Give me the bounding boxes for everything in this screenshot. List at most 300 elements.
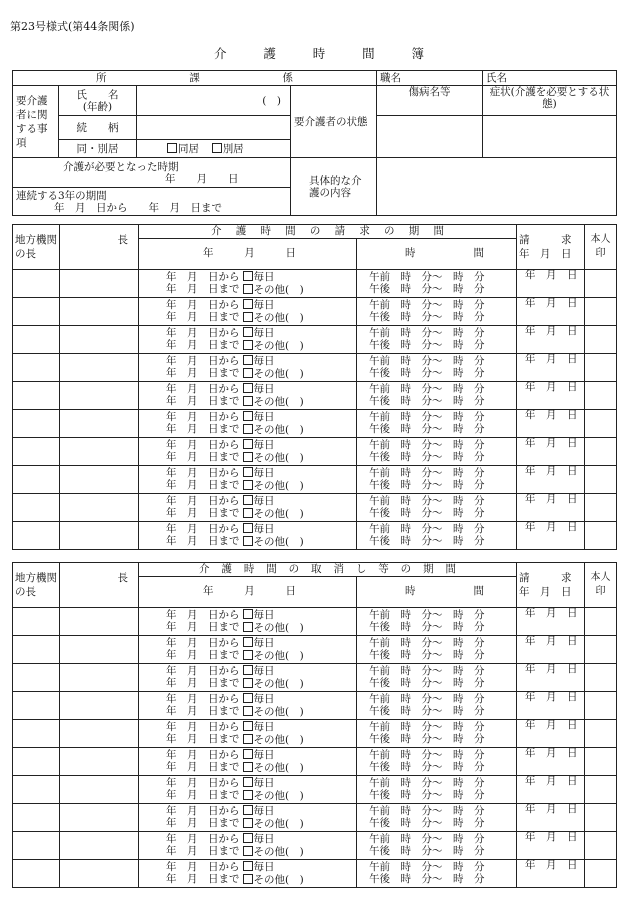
date-from: 年 月 日から — [166, 637, 240, 649]
date-to: 年 月 日まで — [166, 310, 240, 323]
frequency-cell[interactable] — [240, 326, 357, 354]
frequency-cell[interactable] — [240, 664, 357, 692]
date-range-cell[interactable] — [139, 382, 240, 410]
table-row — [13, 860, 617, 888]
other-checkbox[interactable] — [243, 424, 253, 434]
time-range-cell[interactable] — [357, 354, 517, 382]
time-range-cell[interactable] — [357, 298, 517, 326]
seal-cell[interactable] — [585, 466, 617, 494]
am-time: 午前 時 分～ 時 分 — [369, 327, 485, 339]
date-range-cell[interactable] — [139, 410, 240, 438]
daily-checkbox[interactable] — [243, 271, 253, 281]
date-to: 年 月 日まで — [166, 816, 240, 829]
head-stamp-cell[interactable] — [13, 720, 60, 748]
disease-field[interactable] — [377, 116, 483, 158]
head-stamp-cell[interactable] — [13, 270, 60, 298]
date-from: 年 月 日から — [166, 271, 240, 283]
frequency-cell[interactable] — [240, 382, 357, 410]
date-from: 年 月 日から — [166, 495, 240, 507]
period-value: 年 月 日から 年 月 日まで — [54, 201, 222, 214]
time-range-cell[interactable] — [357, 776, 517, 804]
chief-stamp-cell[interactable] — [60, 354, 139, 382]
chief-stamp-cell[interactable] — [60, 270, 139, 298]
time-range-cell[interactable] — [357, 860, 517, 888]
time-range-cell[interactable] — [357, 608, 517, 636]
chief-stamp-cell[interactable] — [60, 326, 139, 354]
pm-time: 午後 時 分～ 時 分 — [369, 704, 485, 717]
request-date-cell[interactable]: 年 月 日 — [517, 720, 585, 748]
request-date-cell[interactable]: 年 月 日 — [517, 776, 585, 804]
other-checkbox[interactable] — [243, 312, 253, 322]
seal-cell[interactable] — [585, 270, 617, 298]
seal-cell[interactable] — [585, 382, 617, 410]
chief-stamp-cell[interactable] — [60, 664, 139, 692]
seal-cell[interactable] — [585, 776, 617, 804]
time-range-cell[interactable] — [357, 748, 517, 776]
frequency-cell[interactable] — [240, 438, 357, 466]
time-range-cell[interactable] — [357, 466, 517, 494]
daily-checkbox[interactable] — [243, 833, 253, 843]
other-checkbox[interactable] — [243, 368, 253, 378]
other-checkbox[interactable] — [243, 536, 253, 546]
head-stamp-cell[interactable] — [13, 410, 60, 438]
request-date-cell[interactable]: 年 月 日 — [517, 522, 585, 550]
am-time: 午前 時 分～ 時 分 — [369, 523, 485, 535]
pm-time: 午後 時 分～ 時 分 — [369, 760, 485, 773]
seal-cell[interactable] — [585, 636, 617, 664]
seal-label: 本人印 — [585, 563, 617, 608]
head-stamp-cell[interactable] — [13, 860, 60, 888]
request-date-cell[interactable]: 年 月 日 — [517, 270, 585, 298]
section-title-char: 護 — [235, 224, 247, 237]
other-label: その他( ) — [253, 451, 304, 464]
head-stamp-cell[interactable] — [13, 636, 60, 664]
head-stamp-cell[interactable] — [13, 776, 60, 804]
living-separate-checkbox[interactable]: 別居 — [212, 143, 244, 155]
chief-stamp-cell[interactable] — [60, 636, 139, 664]
request-date-cell[interactable]: 年 月 日 — [517, 860, 585, 888]
employee-info-table — [12, 70, 617, 216]
time-range-cell[interactable] — [357, 720, 517, 748]
other-label: その他( ) — [253, 817, 304, 830]
frequency-cell[interactable] — [240, 636, 357, 664]
request-date-cell[interactable]: 年 月 日 — [517, 354, 585, 382]
period-label: 連続する3年の期間 — [16, 189, 107, 202]
pm-time: 午後 時 分～ 時 分 — [369, 620, 485, 633]
daily-checkbox[interactable] — [243, 495, 253, 505]
daily-checkbox[interactable] — [243, 327, 253, 337]
head-stamp-cell[interactable] — [13, 608, 60, 636]
chief-stamp-cell[interactable] — [60, 494, 139, 522]
chief-stamp-cell[interactable] — [60, 608, 139, 636]
head-stamp-cell[interactable] — [13, 748, 60, 776]
section-title-char: 間 — [285, 224, 296, 237]
table-row — [13, 382, 617, 410]
daily-label: 毎日 — [253, 609, 275, 621]
table-row — [13, 804, 617, 832]
am-time: 午前 時 分～ 時 分 — [369, 805, 485, 817]
seal-cell[interactable] — [585, 748, 617, 776]
other-label: その他( ) — [253, 479, 304, 492]
am-time: 午前 時 分～ 時 分 — [369, 861, 485, 873]
table-row — [13, 832, 617, 860]
date-range-cell[interactable] — [139, 608, 240, 636]
name-label: 氏名 — [483, 71, 617, 86]
seal-cell[interactable] — [585, 832, 617, 860]
chief-stamp-cell[interactable] — [60, 410, 139, 438]
time-range-cell[interactable] — [357, 636, 517, 664]
table-row — [13, 438, 617, 466]
pm-time: 午後 時 分～ 時 分 — [369, 394, 485, 407]
daily-label: 毎日 — [253, 637, 275, 649]
daily-checkbox[interactable] — [243, 721, 253, 731]
seal-cell[interactable] — [585, 720, 617, 748]
daily-checkbox[interactable] — [243, 383, 253, 393]
request-date-cell[interactable]: 年 月 日 — [517, 636, 585, 664]
daily-label: 毎日 — [253, 665, 275, 677]
seal-cell[interactable] — [585, 438, 617, 466]
title-char: 間 — [362, 46, 375, 61]
table-row — [13, 270, 617, 298]
daily-label: 毎日 — [253, 327, 275, 339]
chief-stamp-cell[interactable] — [60, 298, 139, 326]
other-checkbox[interactable] — [243, 706, 253, 716]
am-time: 午前 時 分～ 時 分 — [369, 665, 485, 677]
pm-time: 午後 時 分～ 時 分 — [369, 676, 485, 689]
date-from: 年 月 日から — [166, 665, 240, 677]
frequency-cell[interactable] — [240, 354, 357, 382]
head-stamp-cell[interactable] — [13, 354, 60, 382]
other-label: その他( ) — [253, 761, 304, 774]
relation-field[interactable] — [137, 116, 291, 140]
time-range-cell[interactable] — [357, 664, 517, 692]
chief-stamp-cell[interactable] — [60, 804, 139, 832]
seal-cell[interactable] — [585, 326, 617, 354]
frequency-cell[interactable] — [240, 466, 357, 494]
date-range-cell[interactable] — [139, 804, 240, 832]
need-time-cell[interactable] — [13, 158, 291, 188]
date-range-cell[interactable] — [139, 776, 240, 804]
request-date-cell[interactable]: 年 月 日 — [517, 748, 585, 776]
am-time: 午前 時 分～ 時 分 — [369, 355, 485, 367]
daily-label: 毎日 — [253, 777, 275, 789]
other-checkbox[interactable] — [243, 734, 253, 744]
date-range-cell[interactable] — [139, 860, 240, 888]
daily-checkbox[interactable] — [243, 523, 253, 533]
head-stamp-cell[interactable] — [13, 692, 60, 720]
other-label: その他( ) — [253, 705, 304, 718]
request-period-title — [139, 225, 517, 239]
time-column-header: 時 間 — [357, 577, 517, 608]
symptom-field[interactable] — [483, 116, 617, 158]
daily-checkbox[interactable] — [243, 805, 253, 815]
other-checkbox[interactable] — [243, 622, 253, 632]
time-range-cell[interactable] — [357, 382, 517, 410]
time-range-cell[interactable] — [357, 270, 517, 298]
daily-checkbox[interactable] — [243, 439, 253, 449]
chief-stamp-cell[interactable] — [60, 438, 139, 466]
date-range-cell[interactable] — [139, 664, 240, 692]
name-age-label: 氏 名 (年齢) — [59, 86, 137, 116]
daily-checkbox[interactable] — [243, 665, 253, 675]
request-date-cell[interactable]: 年 月 日 — [517, 804, 585, 832]
request-date-cell[interactable]: 年 月 日 — [517, 298, 585, 326]
frequency-cell[interactable] — [240, 298, 357, 326]
seal-cell[interactable] — [585, 860, 617, 888]
daily-label: 毎日 — [253, 439, 275, 451]
frequency-cell[interactable] — [240, 608, 357, 636]
head-stamp-cell[interactable] — [13, 326, 60, 354]
time-range-cell[interactable] — [357, 438, 517, 466]
seal-cell[interactable] — [585, 494, 617, 522]
daily-label: 毎日 — [253, 721, 275, 733]
date-to: 年 月 日まで — [166, 788, 240, 801]
date-to: 年 月 日まで — [166, 338, 240, 351]
head-stamp-cell[interactable] — [13, 382, 60, 410]
pm-time: 午後 時 分～ 時 分 — [369, 732, 485, 745]
other-checkbox[interactable] — [243, 508, 253, 518]
request-date-cell[interactable]: 年 月 日 — [517, 382, 585, 410]
pm-time: 午後 時 分～ 時 分 — [369, 338, 485, 351]
daily-checkbox[interactable] — [243, 355, 253, 365]
frequency-cell[interactable] — [240, 776, 357, 804]
date-range-cell[interactable] — [139, 692, 240, 720]
seal-cell[interactable] — [585, 522, 617, 550]
date-range-cell[interactable] — [139, 438, 240, 466]
other-checkbox[interactable] — [243, 790, 253, 800]
daily-checkbox[interactable] — [243, 637, 253, 647]
frequency-cell[interactable] — [240, 748, 357, 776]
other-checkbox[interactable] — [243, 480, 253, 490]
date-range-cell[interactable] — [139, 720, 240, 748]
chief-stamp-cell[interactable] — [60, 860, 139, 888]
form-number: 第23号様式(第44条関係) — [10, 20, 135, 33]
regional-head-label: 地方機関の長 — [13, 225, 60, 270]
table-row — [13, 410, 617, 438]
table-row — [13, 354, 617, 382]
time-range-cell[interactable] — [357, 494, 517, 522]
table-row — [13, 776, 617, 804]
date-from: 年 月 日から — [166, 299, 240, 311]
head-stamp-cell[interactable] — [13, 466, 60, 494]
time-range-cell[interactable] — [357, 832, 517, 860]
date-range-cell[interactable] — [139, 354, 240, 382]
pm-time: 午後 時 分～ 時 分 — [369, 366, 485, 379]
care-request-table — [12, 224, 617, 550]
symptom-label: 症状(介護を必要とする状態) — [483, 86, 617, 116]
section-title-char: 請 — [334, 224, 346, 237]
daily-checkbox[interactable] — [243, 467, 253, 477]
chief-stamp-cell[interactable] — [60, 382, 139, 410]
frequency-cell[interactable] — [240, 832, 357, 860]
department-header: 所 課 係 — [13, 71, 377, 86]
seal-cell[interactable] — [585, 410, 617, 438]
daily-checkbox[interactable] — [243, 749, 253, 759]
section-title-char: 求 — [359, 224, 370, 237]
date-range-cell[interactable] — [139, 748, 240, 776]
date-from: 年 月 日から — [166, 861, 240, 873]
time-range-cell[interactable] — [357, 692, 517, 720]
daily-checkbox[interactable] — [243, 861, 253, 871]
section-title-char: 時 — [243, 562, 255, 575]
other-checkbox[interactable] — [243, 452, 253, 462]
pm-time: 午後 時 分～ 時 分 — [369, 282, 485, 295]
pm-time: 午後 時 分～ 時 分 — [369, 310, 485, 323]
date-to: 年 月 日まで — [166, 620, 240, 633]
date-range-cell[interactable] — [139, 522, 240, 550]
time-range-cell[interactable] — [357, 410, 517, 438]
daily-checkbox[interactable] — [243, 609, 253, 619]
seal-cell[interactable] — [585, 664, 617, 692]
other-label: その他( ) — [253, 733, 304, 746]
frequency-cell[interactable] — [240, 804, 357, 832]
seal-cell[interactable] — [585, 608, 617, 636]
other-label: その他( ) — [253, 395, 304, 408]
frequency-cell[interactable] — [240, 720, 357, 748]
head-stamp-cell[interactable] — [13, 664, 60, 692]
request-date-cell[interactable]: 年 月 日 — [517, 438, 585, 466]
seal-cell[interactable] — [585, 692, 617, 720]
date-from: 年 月 日から — [166, 805, 240, 817]
chief-stamp-cell[interactable] — [60, 832, 139, 860]
head-stamp-cell[interactable] — [13, 522, 60, 550]
chief-stamp-cell[interactable] — [60, 720, 139, 748]
other-checkbox[interactable] — [243, 284, 253, 294]
daily-checkbox[interactable] — [243, 299, 253, 309]
seal-cell[interactable] — [585, 804, 617, 832]
daily-label: 毎日 — [253, 523, 275, 535]
frequency-cell[interactable] — [240, 494, 357, 522]
chief-stamp-cell[interactable] — [60, 776, 139, 804]
living-together-checkbox[interactable]: 同居 — [167, 143, 199, 155]
living-options — [137, 140, 291, 158]
date-from: 年 月 日から — [166, 327, 240, 339]
daily-label: 毎日 — [253, 467, 275, 479]
date-from: 年 月 日から — [166, 383, 240, 395]
date-to: 年 月 日まで — [166, 506, 240, 519]
date-to: 年 月 日まで — [166, 394, 240, 407]
seal-cell[interactable] — [585, 298, 617, 326]
table-row — [13, 608, 617, 636]
other-label: その他( ) — [253, 649, 304, 662]
request-date-cell[interactable]: 年 月 日 — [517, 410, 585, 438]
date-to: 年 月 日まで — [166, 478, 240, 491]
other-label: その他( ) — [253, 367, 304, 380]
time-range-cell[interactable] — [357, 326, 517, 354]
am-time: 午前 時 分～ 時 分 — [369, 749, 485, 761]
table-row — [13, 522, 617, 550]
time-range-cell[interactable] — [357, 522, 517, 550]
section-title-char: 取 — [311, 562, 322, 575]
section-title-char: 護 — [221, 562, 232, 575]
daily-label: 毎日 — [253, 411, 275, 423]
pm-time: 午後 時 分～ 時 分 — [369, 788, 485, 801]
frequency-cell[interactable] — [240, 522, 357, 550]
date-from: 年 月 日から — [166, 609, 240, 621]
chief-stamp-cell[interactable] — [60, 748, 139, 776]
name-age-field[interactable]: ( ) — [137, 86, 291, 116]
other-checkbox[interactable] — [243, 874, 253, 884]
am-time: 午前 時 分～ 時 分 — [369, 439, 485, 451]
table-row — [13, 664, 617, 692]
frequency-cell[interactable] — [240, 270, 357, 298]
date-to: 年 月 日まで — [166, 760, 240, 773]
chief-stamp-cell[interactable] — [60, 466, 139, 494]
other-label: その他( ) — [253, 621, 304, 634]
date-range-cell[interactable] — [139, 298, 240, 326]
head-stamp-cell[interactable] — [13, 438, 60, 466]
am-time: 午前 時 分～ 時 分 — [369, 833, 485, 845]
title-char: 介 — [214, 46, 227, 61]
request-date-cell[interactable]: 年 月 日 — [517, 608, 585, 636]
section-title-char: 間 — [433, 224, 444, 237]
cancel-period-title — [139, 563, 517, 577]
frequency-cell[interactable] — [240, 692, 357, 720]
daily-checkbox[interactable] — [243, 693, 253, 703]
date-range-cell[interactable] — [139, 326, 240, 354]
date-to: 年 月 日まで — [166, 422, 240, 435]
daily-label: 毎日 — [253, 383, 275, 395]
frequency-cell[interactable] — [240, 860, 357, 888]
request-date-cell[interactable]: 年 月 日 — [517, 466, 585, 494]
request-date-label: 請 求 年 月 日 — [517, 225, 585, 270]
chief-stamp-cell[interactable] — [60, 522, 139, 550]
request-date-label: 請 求 年 月 日 — [517, 563, 585, 608]
date-range-cell[interactable] — [139, 270, 240, 298]
period-cell[interactable] — [13, 188, 291, 216]
table-row — [13, 748, 617, 776]
pm-time: 午後 時 分～ 時 分 — [369, 478, 485, 491]
daily-checkbox[interactable] — [243, 777, 253, 787]
other-checkbox[interactable] — [243, 678, 253, 688]
relation-label: 続 柄 — [59, 116, 137, 140]
head-stamp-cell[interactable] — [13, 494, 60, 522]
time-range-cell[interactable] — [357, 804, 517, 832]
section-title-char: 等 — [378, 562, 389, 575]
head-stamp-cell[interactable] — [13, 832, 60, 860]
other-checkbox[interactable] — [243, 762, 253, 772]
request-date-cell[interactable]: 年 月 日 — [517, 692, 585, 720]
date-range-cell[interactable] — [139, 494, 240, 522]
request-date-cell[interactable]: 年 月 日 — [517, 664, 585, 692]
content-field[interactable] — [377, 158, 617, 216]
frequency-cell[interactable] — [240, 410, 357, 438]
date-range-cell[interactable] — [139, 832, 240, 860]
date-range-cell[interactable] — [139, 636, 240, 664]
request-date-cell[interactable]: 年 月 日 — [517, 832, 585, 860]
request-date-cell[interactable]: 年 月 日 — [517, 326, 585, 354]
date-to: 年 月 日まで — [166, 676, 240, 689]
other-checkbox[interactable] — [243, 818, 253, 828]
date-to: 年 月 日まで — [166, 732, 240, 745]
other-checkbox[interactable] — [243, 396, 253, 406]
seal-cell[interactable] — [585, 354, 617, 382]
head-stamp-cell[interactable] — [13, 298, 60, 326]
date-from: 年 月 日から — [166, 777, 240, 789]
head-stamp-cell[interactable] — [13, 804, 60, 832]
other-checkbox[interactable] — [243, 650, 253, 660]
date-column-header: 年 月 日 — [139, 239, 357, 270]
chief-stamp-cell[interactable] — [60, 692, 139, 720]
other-checkbox[interactable] — [243, 846, 253, 856]
daily-checkbox[interactable] — [243, 411, 253, 421]
date-range-cell[interactable] — [139, 466, 240, 494]
other-checkbox[interactable] — [243, 340, 253, 350]
date-column-header: 年 月 日 — [139, 577, 357, 608]
date-to: 年 月 日まで — [166, 872, 240, 885]
date-to: 年 月 日まで — [166, 366, 240, 379]
request-date-cell[interactable]: 年 月 日 — [517, 494, 585, 522]
